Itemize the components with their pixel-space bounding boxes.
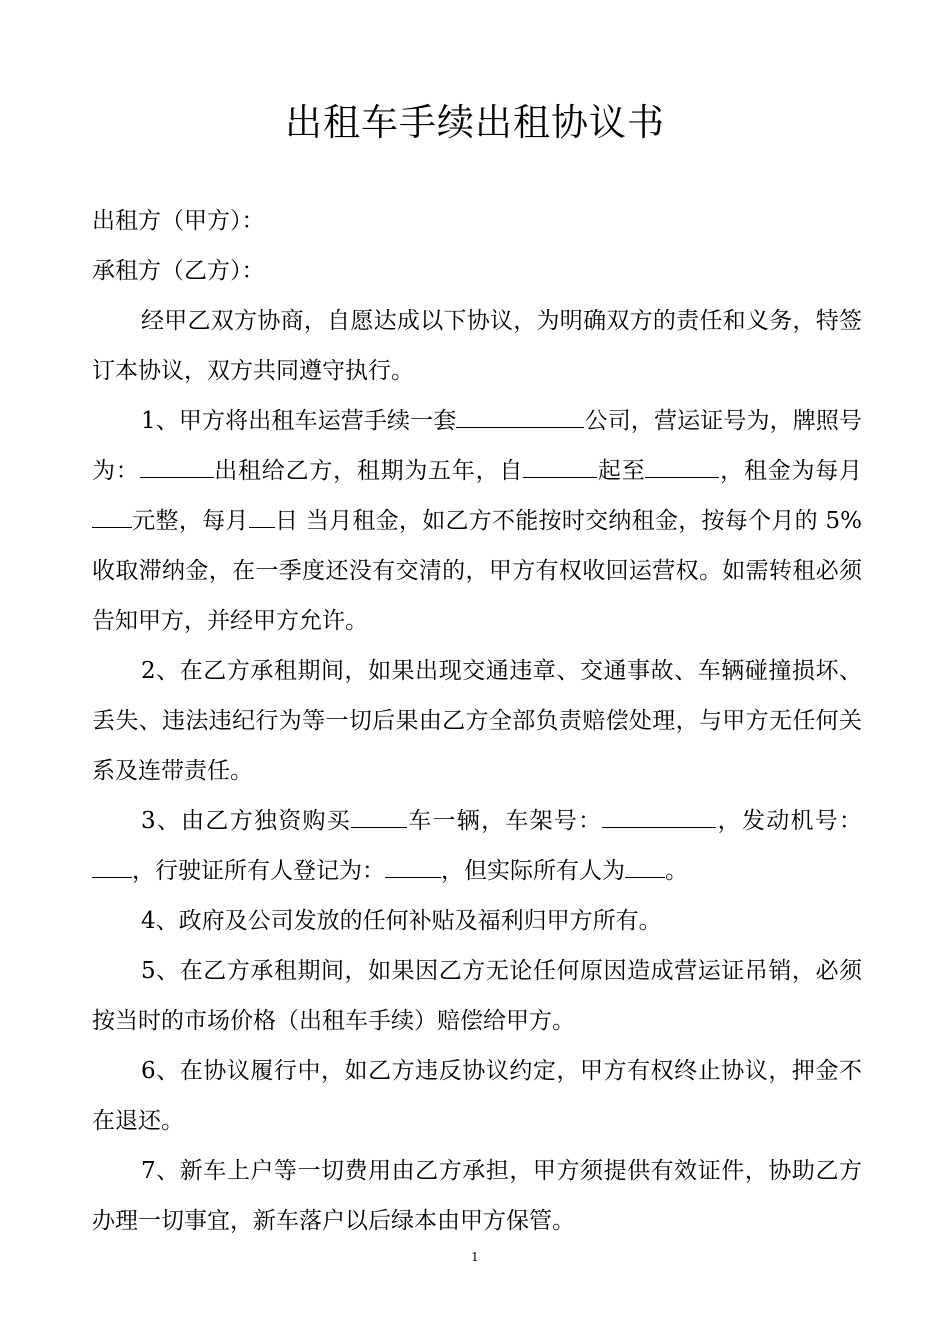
clause-5-paragraph: 5、在乙方承租期间，如果因乙方无论任何原因造成营运证吊销，必须按当时的市场价格（出租车手续）赔偿给甲方。 [92,958,862,1034]
company-blank [456,405,584,428]
clause-1-text: 公司，营运证号为，牌照号为： [92,408,863,484]
clause-1-paragraph [92,396,862,646]
vehicle-model-blank [351,805,407,828]
registered-owner-blank [385,855,441,878]
plate-number-blank [140,455,214,478]
clause-3-text: ，行驶证所有人登记为： [132,858,385,884]
document-title: 出租车手续出租协议书 [285,101,665,144]
clause-2-paragraph: 2、在乙方承租期间，如果出现交通违章、交通事故、车辆碰撞损坏、丢失、违法违纪行为等一切后果由乙方全部负责赔偿处理，与甲方无任何关系及连带责任。 [92,658,862,784]
page-number: 1 [471,1250,479,1264]
preamble-paragraph: 经甲乙双方协商，自愿达成以下协议，为明确双方的责任和义务，特签订本协议，双方共同遵守执行。 [92,308,862,384]
engine-number-blank [92,855,132,878]
document-body [92,196,862,1246]
clause-1-text: ，租金为每月 [719,458,863,484]
clause-1-text: 起至 [597,458,646,484]
clause-3-text: 车一辆，车架号： [407,808,603,834]
clause-3-text: ，发动机号： [716,808,863,834]
clause-3-text: 3、由乙方独资购买 [141,808,352,834]
clause-3-text: 。 [665,858,688,884]
clause-1-text: 日 当月租金，如乙方不能按时交纳租金，按每个月的 5%收取滞纳金，在一季度还没有交清的，甲方有权收回运营权。如需转租必须告知甲方，并经甲方允许。 [92,508,862,634]
start-date-blank [523,455,597,478]
payment-day-blank [249,505,275,528]
clause-7-paragraph: 7、新车上户等一切费用由乙方承担，甲方须提供有效证件，协助乙方办理一切事宜，新车落户以后绿本由甲方保管。 [92,1158,862,1234]
clause-6-paragraph: 6、在协议履行中，如乙方违反协议约定，甲方有权终止协议，押金不在退还。 [92,1058,862,1134]
clause-1-text: 1、甲方将出租车运营手续一套 [141,408,457,434]
clause-1-text: 元整，每月 [132,508,249,534]
clause-3-paragraph [92,796,862,896]
end-date-blank [645,455,719,478]
rent-amount-blank [92,505,132,528]
party-a-line: 出租方（甲方）： [92,208,265,234]
actual-owner-blank [625,855,665,878]
clause-4-paragraph: 4、政府及公司发放的任何补贴及福利归甲方所有。 [141,908,662,934]
clause-3-text: ，但实际所有人为 [441,858,625,884]
party-b-line: 承租方（乙方）： [92,258,265,284]
vin-blank [602,805,716,828]
clause-1-text: 出租给乙方，租期为五年，自 [213,458,524,484]
